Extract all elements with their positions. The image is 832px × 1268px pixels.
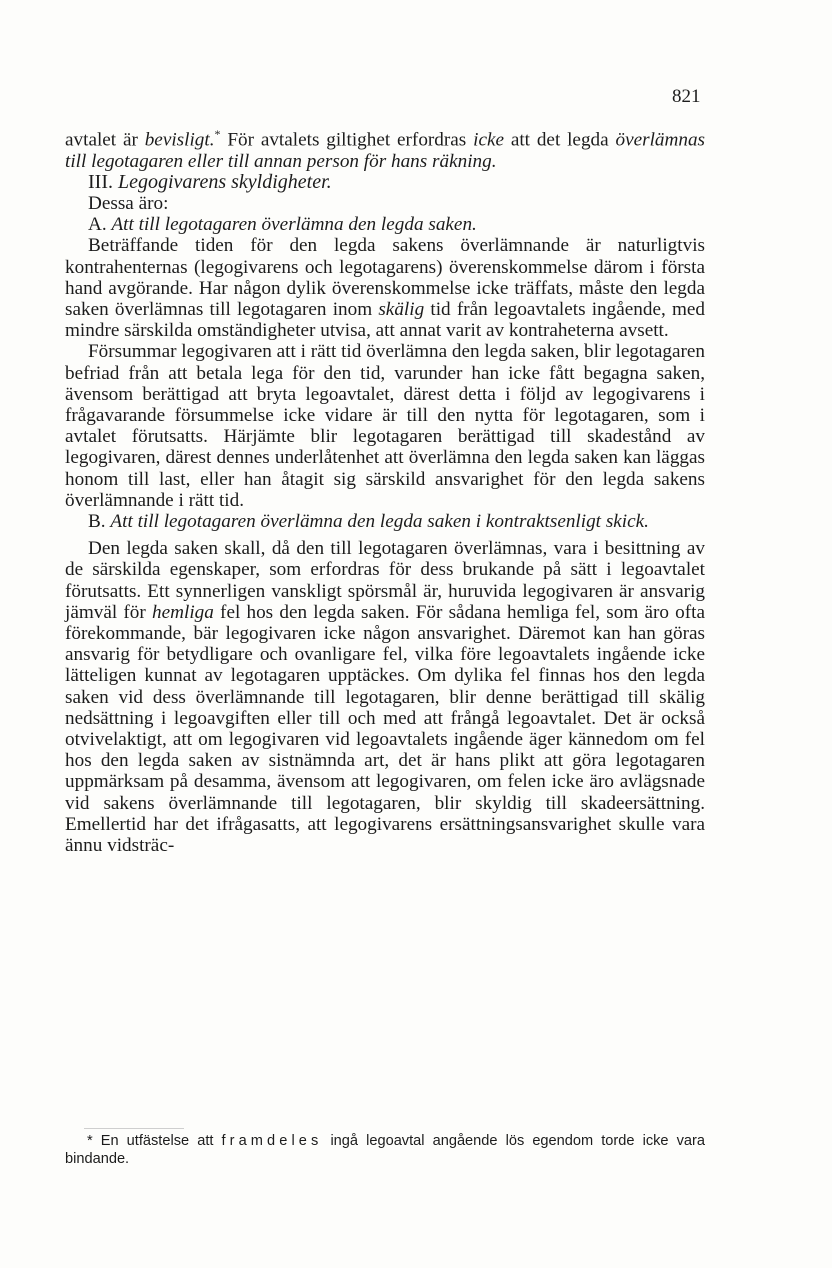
subsection-heading-a xyxy=(65,214,705,235)
body-text xyxy=(65,124,705,856)
paragraph-a1 xyxy=(65,235,705,341)
section-number: A. xyxy=(88,214,112,236)
text-run: avtalet är xyxy=(65,129,145,151)
section-heading-iii xyxy=(65,172,705,193)
section-number: B. xyxy=(88,511,111,533)
section-title: Legogivarens skyldigheter. xyxy=(117,170,332,193)
footnote xyxy=(65,1132,705,1168)
text-run: ingå legoavtal angående lös egendom torde icke vara bindande. xyxy=(65,1133,705,1167)
page-number: 821 xyxy=(672,86,701,107)
paragraph-a2: Försummar legogivaren att i rätt tid överlämna den legda saken, blir legotagaren befriad från att betala lega för den tid, varunder han icke fått begagna saken, ävensom berättigad att bryta legoavtalet, därest detta i följd av legogivarens i frågavarande försummelse icke vidare är till den nytta för legotagaren, som i avtalet förutsatts. Härjämte blir legotagaren berättigad till skadestånd av legogivaren, därest dennes underlåtenhet att överlämna den legda saken kan läggas honom till last, eller han åtagit sig särskild ansvarighet för den legda sakens överlämnande i rätt tid. xyxy=(65,341,705,511)
text-run: fel hos den legda saken. För sådana hemliga fel, som äro ofta förekommande, bär legogivaren icke någon ansvarighet. Däremot kan han göras ansvarig för betydligare och ovanligare fel, vilka före legoavtalets ingående icke lätteligen kunnat av legotagaren upptäckes. Om dylika fel finnas hos den legda saken vid dess överlämnande till legotagaren, blir denne berättigad till skälig nedsättning i legoavgiften eller till och med att frångå legoavtalet. Det är också otvivelaktigt, att om legogivaren vid legoavtalets ingående äger kännedom om fel hos den legda saken av sistnämnda art, det är hans plikt att göra legotagaren uppmärksam på desamma, ävensom att legogivaren, om felen icke äro avlägsnade vid sakens överlämnande till legotagaren, blir skyldig till skadeersättning. Emellertid har det ifrågasatts, att legogivarens ersättningsansvarighet skulle vara ännu vidsträc- xyxy=(65,601,705,857)
text-run: Beträffande tiden för den legda sakens överlämnande är naturligtvis kontrahenternas (legogivarens och legotagarens) överenskommelse därom i första hand avgörande. Har någon dylik överenskommelse icke träffats, måste den legda saken överlämnas till legotagaren inom xyxy=(65,235,705,321)
text-run: tid från legoavtalets ingående, med mindre särskilda omständigheter utvisa, att annat varit av kontraheterna avsett. xyxy=(65,299,706,342)
section-intro: Dessa äro: xyxy=(88,193,169,214)
paragraph-intro xyxy=(65,124,705,172)
subsection-heading-b xyxy=(65,511,705,532)
italic-run: skälig xyxy=(378,299,425,321)
footnote-mark: * xyxy=(87,1133,101,1149)
footnote-ref: * xyxy=(214,127,221,141)
section-title: Att till legotagaren överlämna den legda saken. xyxy=(111,214,477,236)
italic-run: överlämnas till legotagaren eller till annan person för hans räkning. xyxy=(65,129,706,172)
italic-run: hemliga xyxy=(152,601,214,623)
text-run: En utfästelse att xyxy=(100,1133,222,1149)
text-run: För avtalets giltighet erfordras xyxy=(220,129,474,151)
spaced-run: framdeles xyxy=(221,1133,323,1149)
italic-run: icke xyxy=(473,129,504,151)
paragraph-b1 xyxy=(65,538,705,856)
text-run: att det legda xyxy=(504,129,616,151)
text-run: Den legda saken skall, då den till legotagaren överlämnas, vara i besittning av de särskilda egenskaper, som erfordras för dess brukande på sätt i legoavtalet förutsatts. Ett synnerligen vanskligt spörsmål är, huruvida legogivaren är ansvarig jämväl för xyxy=(65,538,705,623)
italic-run: bevisligt. xyxy=(144,129,215,151)
section-title: Att till legotagaren överlämna den legda saken i kontraktsenligt skick. xyxy=(110,511,649,533)
footnote-rule xyxy=(84,1128,184,1129)
section-number: III. xyxy=(88,170,118,193)
